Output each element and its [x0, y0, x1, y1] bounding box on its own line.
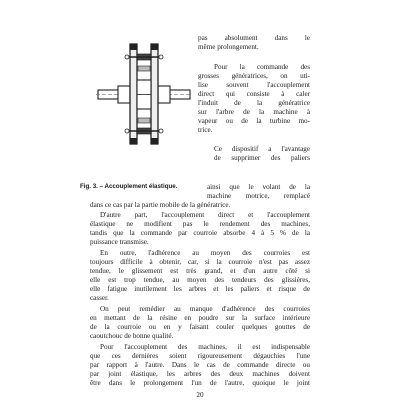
- right-column-line: pas absolument dans le: [198, 34, 310, 42]
- body-line: elle est trop tendue, au moyen des tendeurs des glissières,: [90, 276, 310, 284]
- elastic-coupling-drawing: [96, 34, 192, 152]
- body-line: En outre, l'adhérence au moyen des courroies est: [100, 249, 310, 257]
- body-line: en mettant de la résine en poudre sur la surface intérieure: [90, 314, 310, 322]
- body-line: casser.: [90, 294, 109, 302]
- right-column-line: direct qui consiste à caler: [198, 90, 310, 98]
- body-line: par joint élastique, les arbres des deux machines doivent: [90, 370, 310, 378]
- body-line: Pour l'accouplement des machines, il est indispensable: [100, 343, 310, 351]
- page-number: 20: [196, 391, 204, 399]
- coupling-figure: [96, 34, 192, 152]
- body-line: par rapport à l'autre. Dans le cas de commande directe ou: [90, 361, 310, 369]
- right-column-line: vapeur ou de la turbine mo-: [198, 117, 310, 125]
- body-line: elle fatigue inutilement les arbres et les paliers et risque de: [90, 285, 310, 293]
- right-column-line: trice.: [198, 126, 213, 134]
- right-column-line: grosses génératrices, on uti-: [198, 72, 310, 80]
- right-column-line: sur l'arbre de la machine à: [198, 108, 310, 116]
- right-column-line: lise souvent l'accouplement: [198, 81, 310, 89]
- body-line: tandis que la commande par courroie absorbe 4 à 5 % de la: [90, 229, 310, 237]
- body-line: On peut remédier au manque d'adhérence des courroies: [100, 305, 310, 313]
- body-line: puissance transmise.: [90, 238, 149, 246]
- body-line: être dans le prolongement l'un de l'autre, quoique le joint: [90, 379, 310, 387]
- body-line: dans ce cas par la partie mobile de la génératrice.: [90, 201, 231, 209]
- body-line: élastique ne modifient pas le rendement des machines,: [90, 220, 310, 228]
- body-line: toujours difficile à obtenir, car, si la courroie n'est pas assez: [90, 258, 310, 266]
- right-column-line: l'induit de la génératrice: [198, 99, 310, 107]
- body-line: D'autre part, l'accouplement direct et l'accouplement: [100, 211, 310, 219]
- right-column-line: de supprimer des paliers: [214, 154, 310, 162]
- figure-caption: Fig. 3. – Accouplement élastique.: [80, 183, 178, 190]
- body-line: de la courroie ou en y faisant couler quelques gouttes de: [90, 323, 310, 331]
- body-line: tendue, le glissement est très grand, et d'un autre côté si: [90, 267, 310, 275]
- body-line: que ces dernières soient rigoureusement dégauchies l'une: [90, 352, 310, 360]
- right-column-line: ainsi que le volant de la: [207, 183, 310, 191]
- right-column-line: machine motrice, remplacé: [207, 192, 310, 200]
- right-column-line: Ce dispositif a l'avantage: [214, 145, 310, 153]
- right-column-line: même prolongement.: [198, 43, 259, 51]
- body-line: caoutchouc de bonne qualité.: [90, 332, 174, 340]
- right-column-line: Pour la commande des: [214, 63, 310, 71]
